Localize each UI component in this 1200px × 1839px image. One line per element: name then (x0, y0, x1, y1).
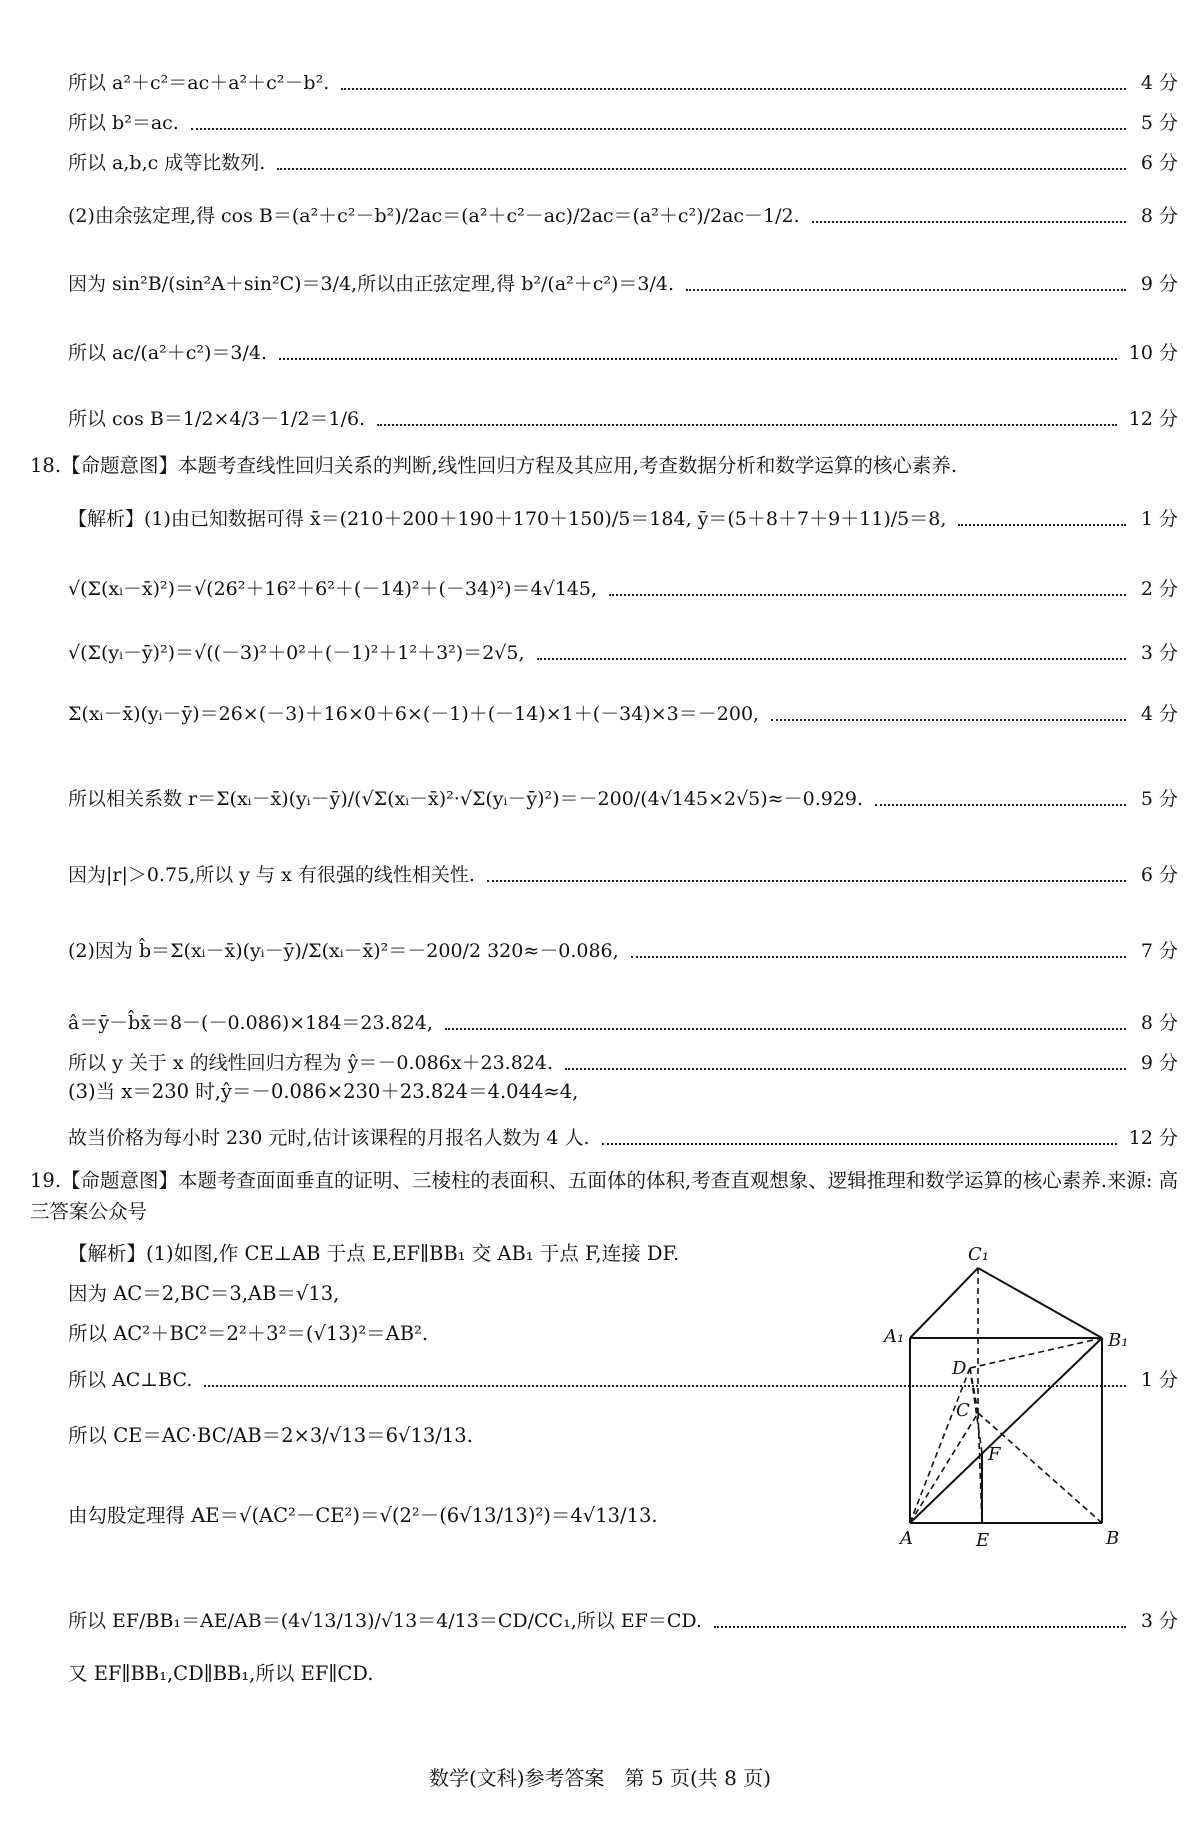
dot-leader (277, 166, 1126, 170)
score-label: 7 分 (1140, 940, 1178, 962)
score-label: 12 分 (1128, 1127, 1178, 1149)
scored-line (68, 112, 1178, 136)
scored-line (68, 578, 1178, 602)
scored-line (68, 703, 1178, 727)
line-text: 所以 EF/BB₁＝AE/AB＝(4√13/13)/√13＝4/13＝CD/CC₁,所以 EF＝CD. (68, 1610, 702, 1632)
line-text: 因为 sin²B/(sin²A＋sin²C)＝3/4,所以由正弦定理,得 b²/(a²＋c²)＝3/4. (68, 273, 675, 295)
dot-leader (191, 126, 1126, 130)
line-text: 【解析】(1)由已知数据可得 x̄＝(210＋200＋190＋170＋150)/5＝184, ȳ＝(5＋8＋7＋9＋11)/5＝8, (68, 508, 947, 530)
score-label: 4 分 (1140, 72, 1178, 94)
score-label: 9 分 (1140, 1052, 1178, 1074)
dot-leader (445, 1026, 1126, 1030)
line-text: 所以 cos B＝1/2×4/3－1/2＝1/6. (68, 408, 366, 430)
line-text: √(Σ(yᵢ－ȳ)²)＝√((－3)²＋0²＋(－1)²＋1²＋3²)＝2√5, (68, 642, 525, 664)
edge-A1-C1 (910, 1268, 978, 1338)
line-text: 所以 y 关于 x 的线性回归方程为 ŷ＝－0.086x＋23.824. (68, 1052, 554, 1074)
dot-leader (958, 522, 1126, 526)
line-text: 所以 b²＝ac. (68, 112, 179, 134)
scored-line (68, 864, 1178, 888)
label-A: A (900, 1528, 913, 1549)
score-label: 5 分 (1140, 112, 1178, 134)
line-text: 所以 a,b,c 成等比数列. (68, 152, 266, 174)
score-label: 5 分 (1140, 788, 1178, 810)
label-A1: A₁ (884, 1326, 905, 1347)
score-label: 2 分 (1140, 578, 1178, 600)
label-B1: B₁ (1108, 1330, 1129, 1351)
dash-D-C (970, 1368, 978, 1413)
dash-D-B1 (970, 1338, 1102, 1368)
score-label: 6 分 (1140, 864, 1178, 886)
dot-leader (631, 954, 1126, 958)
q19-heading: 19.【命题意图】本题考查面面垂直的证明、三棱柱的表面积、五面体的体积,考查直观想象、逻辑推理和数学运算的核心素养.来源: 高三答案公众号 (30, 1169, 1179, 1224)
dot-leader (771, 717, 1126, 721)
scored-line (68, 152, 1178, 176)
dot-leader (602, 1141, 1117, 1145)
line-text: Σ(xᵢ－x̄)(yᵢ－ȳ)＝26×(－3)＋16×0＋6×(－1)＋(－14)×1＋(－34)×3＝－200, (68, 703, 760, 725)
edge-A-B1 (910, 1338, 1102, 1523)
line-text: â＝ȳ－b̂x̄＝8－(－0.086)×184＝23.824, (68, 1012, 433, 1034)
line-text: 所以 a²＋c²＝ac＋a²＋c²－b². (68, 72, 330, 94)
line-text: 所以 AC⊥BC. (68, 1369, 193, 1391)
dot-leader (279, 356, 1117, 360)
line-text: 所以 ac/(a²＋c²)＝3/4. (68, 342, 268, 364)
label-E: E (976, 1530, 990, 1551)
dot-leader (377, 422, 1117, 426)
page-footer: 数学(文科)参考答案 第 5 页(共 8 页) (428, 1766, 772, 1790)
q19-line-3: 所以 AC²＋BC²＝2²＋3²＝(√13)²＝AB². (68, 1322, 429, 1345)
edge-C1-B1 (978, 1268, 1102, 1338)
line-text: √(Σ(xᵢ－x̄)²)＝√(26²＋16²＋6²＋(－14)²＋(－34)²)＝4√145, (68, 578, 598, 600)
label-F: F (988, 1444, 1001, 1465)
line-text: 故当价格为每小时 230 元时,估计该课程的月报名人数为 4 人. (68, 1127, 590, 1149)
dot-leader (537, 656, 1126, 660)
scored-line (68, 1127, 1178, 1151)
dot-leader (875, 802, 1126, 806)
q19-line-2: 因为 AC＝2,BC＝3,AB＝√13, (68, 1282, 340, 1305)
q19-line-1: 【解析】(1)如图,作 CE⊥AB 于点 E,EF∥BB₁ 交 AB₁ 于点 F,连接 DF. (68, 1242, 680, 1265)
dot-leader (487, 878, 1126, 882)
scored-line (68, 342, 1178, 366)
label-B: B (1106, 1528, 1120, 1549)
score-label: 3 分 (1140, 1610, 1178, 1632)
q18-part3: (3)当 x＝230 时,ŷ＝－0.086×230＋23.824＝4.044≈4, (68, 1080, 579, 1103)
score-label: 1 分 (1140, 508, 1178, 530)
dot-leader (341, 86, 1126, 90)
q19-ce: 所以 CE＝AC·BC/AB＝2×3/√13＝6√13/13. (68, 1424, 473, 1447)
score-label: 8 分 (1140, 205, 1178, 227)
dot-leader (812, 219, 1126, 223)
scored-line (68, 205, 1178, 229)
q18-heading: 18.【命题意图】本题考查线性回归关系的判断,线性回归方程及其应用,考查数据分析和数学运算的核心素养. (30, 454, 958, 477)
dash-C-B (978, 1413, 1102, 1523)
q19-ae: 由勾股定理得 AE＝√(AC²－CE²)＝√(2²－(6√13/13)²)＝4√13/13. (68, 1504, 658, 1527)
line-text: (2)由余弦定理,得 cos B＝(a²＋c²－b²)/2ac＝(a²＋c²－ac)/2ac＝(a²＋c²)/2ac－1/2. (68, 205, 800, 227)
scored-line (68, 408, 1178, 432)
label-C1: C₁ (968, 1244, 989, 1265)
dot-leader (565, 1066, 1126, 1070)
score-label: 4 分 (1140, 703, 1178, 725)
prism-figure (880, 1238, 1180, 1558)
score-label: 12 分 (1128, 408, 1178, 430)
scored-line (68, 788, 1178, 812)
score-label: 6 分 (1140, 152, 1178, 174)
score-label: 10 分 (1128, 342, 1178, 364)
scored-line (68, 72, 1178, 96)
label-D: D (952, 1358, 967, 1379)
score-label: 8 分 (1140, 1012, 1178, 1034)
scored-line (68, 1052, 1178, 1076)
scored-line (68, 1012, 1178, 1036)
score-label: 9 分 (1140, 273, 1178, 295)
dash-A-D (910, 1368, 970, 1523)
score-label: 1 分 (1140, 1369, 1178, 1391)
scored-line (68, 1610, 1178, 1634)
q19-last: 又 EF∥BB₁,CD∥BB₁,所以 EF∥CD. (68, 1662, 374, 1685)
dot-leader (609, 592, 1126, 596)
label-C: C (956, 1400, 970, 1421)
line-text: 所以相关系数 r＝Σ(xᵢ－x̄)(yᵢ－ȳ)/(√Σ(xᵢ－x̄)²·√Σ(yᵢ－ȳ)²)＝－200/(4√145×2√5)≈－0.929. (68, 788, 864, 810)
scored-line (68, 273, 1178, 297)
scored-line (68, 642, 1178, 666)
scored-line (68, 940, 1178, 964)
score-label: 3 分 (1140, 642, 1178, 664)
dot-leader (714, 1624, 1126, 1628)
line-text: 因为|r|＞0.75,所以 y 与 x 有很强的线性相关性. (68, 864, 475, 886)
dot-leader (686, 287, 1126, 291)
scored-line (68, 508, 1178, 532)
line-text: (2)因为 b̂＝Σ(xᵢ－x̄)(yᵢ－ȳ)/Σ(xᵢ－x̄)²＝－200/2 320≈－0.086, (68, 940, 619, 962)
